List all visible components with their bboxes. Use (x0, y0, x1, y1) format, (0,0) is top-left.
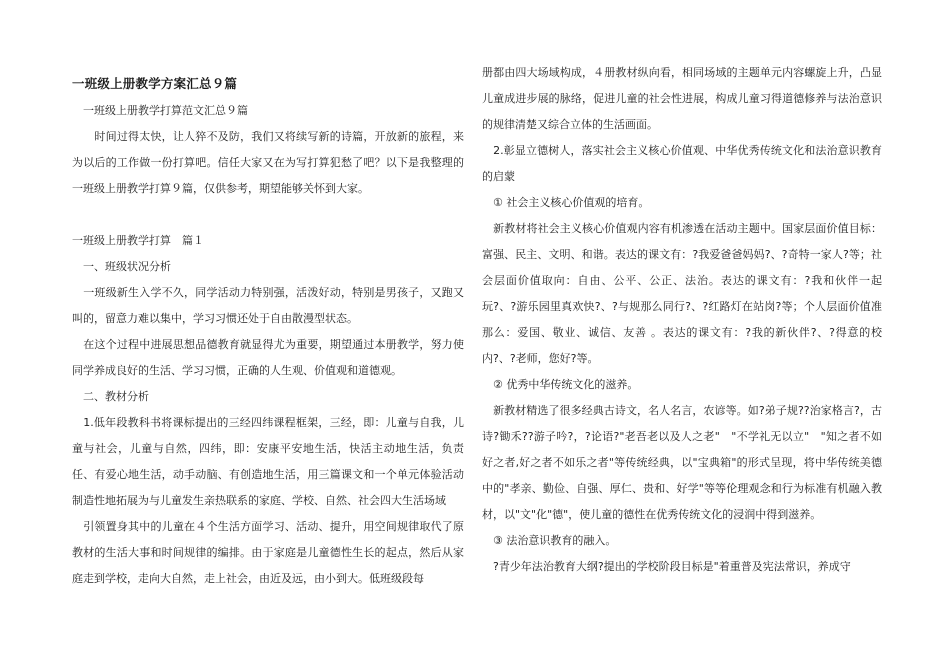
section-heading-plan-1: 一班级上册教学打算 篇１ (72, 234, 204, 247)
right-column (482, 60, 882, 580)
rule-of-law-paragraph: ?青少年法治教育大纲?提出的学校阶段目标是"着重普及宪法常识，养成守 (482, 560, 851, 573)
moral-education-paragraph: 在这个过程中进展思想品德教育就显得尤为重要，期望通过本册教学，努力使同学养成良好的生活、学习习惯，正确的人生观、价值观和道德观。 (72, 338, 464, 377)
intro-paragraph: 时间过得太快，让人猝不及防，我们又将续写新的诗篇，开放新的旅程，来为以后的工作做一份打算吧。信任大家又在为写打算犯愁了吧？以下是我整理的一班级上册教学打算９篇，仅供参考，期望能够关怀到大家。 (72, 130, 464, 195)
subtitle-paragraph: 一班级上册教学打算范文汇总９篇 (72, 104, 248, 117)
heading-textbook-analysis: 二、教材分析 (72, 390, 149, 403)
heading-moral-values: 2.彰显立德树人，落实社会主义核心价值观、中华优秀传统文化和法治意识教育的启蒙 (482, 144, 882, 183)
left-column (72, 64, 464, 592)
subheading-traditional-culture: ② 优秀中华传统文化的滋养。 (482, 378, 639, 391)
subheading-core-values: ① 社会主义核心价值观的培育。 (482, 196, 650, 209)
traditional-culture-paragraph: 新教材精选了很多经典古诗文，名人名言，农谚等。如?弟子规??治家格言?，古诗?锄禾??游子吟?，?论语?"老吾老以及人之老" "不学礼无以立" "知之者不如好之者,好之者不如乐之者"等传统经典，以"宝典箱"的形式呈现，将中华传统美德中的"孝亲、勤俭、自强、厚仁、贵和、好学"等等伦理观念和行为标准有机融入教材，以"文"化"德"，使儿童的德性在优秀传统文化的浸润中得到滋养。 (482, 404, 882, 521)
textbook-framework-paragraph: 1.低年段教科书将课标提出的三经四纬课程框架，三经，即：儿童与自我，儿童与社会，儿童与自然，四纬，即：安康平安地生活，快活主动地生活，负责任、有爱心地生活，动手动脑、有创造地生活，用三篇课文和一个单元体验活动制造性地拓展为与儿童发生亲热联系的家庭、学校、自然、社会四大生活场域 (72, 416, 464, 507)
core-values-paragraph: 新教材将社会主义核心价值观内容有机渗透在活动主题中。国家层面价值目标：富强、民主、文明、和谐。表达的课文有：?我爱爸爸妈妈?、?奇特一家人?等；社会层面价值取向：自由、公平、公正、法治。表达的课文有：?我和伙伴一起玩?、?游乐园里真欢快?、?与规那么同行?、?红路灯在站岗?等；个人层面价值准那么：爱国、敬业、诚信、友善 。表达的课文有：?我的新伙伴?、?得意的校内?、?老师，您好?等。 (482, 222, 882, 365)
class-analysis-paragraph: 一班级新生入学不久，同学活动力特别强，活泼好动，特别是男孩子，又跑又叫的，留意力难以集中，学习习惯还处于自由散漫型状态。 (72, 286, 464, 325)
continuation-paragraph: 册都由四大场域构成，４册教材纵向看，相同场域的主题单元内容螺旋上升，凸显儿童成进步展的脉络，促进儿童的社会性进展，构成儿童习得道德修养与法治意识的规律清楚又综合立体的生活画面。 (482, 66, 882, 131)
heading-class-analysis: 一、班级状况分析 (72, 260, 171, 273)
page-title: 一班级上册教学方案汇总９篇 (72, 76, 238, 91)
subheading-rule-of-law: ③ 法治意识教育的融入。 (482, 534, 617, 547)
spatial-logic-paragraph: 引领置身其中的儿童在４个生活方面学习、活动、提升，用空间规律取代了原教材的生活大事和时间规律的编排。由于家庭是儿童德性生长的起点，然后从家庭走到学校，走向大自然，走上社会，由近及远，由小到大。低班级段每 (72, 520, 464, 585)
blank-line (72, 202, 464, 228)
